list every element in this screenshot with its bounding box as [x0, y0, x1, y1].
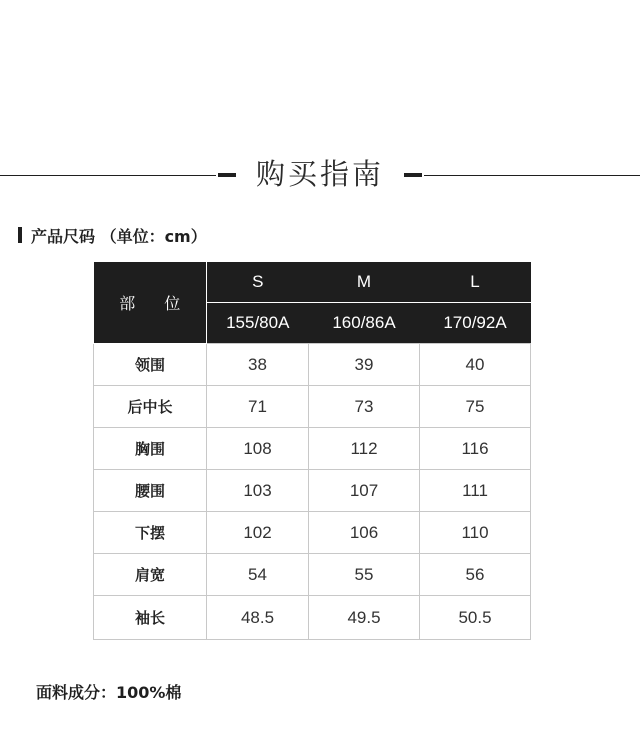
- table-cell: 102: [207, 512, 309, 554]
- size-m-code: 160/86A: [309, 303, 420, 344]
- table-cell: 103: [207, 470, 309, 512]
- table-cell: 110: [420, 512, 531, 554]
- table-cell: 73: [309, 386, 420, 428]
- table-cell: 106: [309, 512, 420, 554]
- table-cell: 40: [420, 344, 531, 386]
- table-row: [94, 470, 531, 512]
- row-part-label: 领围: [94, 344, 207, 386]
- table-cell: 54: [207, 554, 309, 596]
- table-row: [94, 428, 531, 470]
- table-row: [94, 596, 531, 640]
- table-cell: 56: [420, 554, 531, 596]
- size-l-code: 170/92A: [420, 303, 531, 344]
- table-row: [94, 344, 531, 386]
- table-cell: 75: [420, 386, 531, 428]
- table-row: [94, 386, 531, 428]
- size-heading-text: 产品尺码 （单位：cm）: [31, 226, 207, 246]
- table-row: [94, 554, 531, 596]
- size-s-code: 155/80A: [207, 303, 309, 344]
- table-cell: 48.5: [207, 596, 309, 640]
- right-title-dash: [404, 173, 422, 177]
- left-divider-line: [0, 175, 216, 176]
- table-cell: 111: [420, 470, 531, 512]
- row-part-label: 下摆: [94, 512, 207, 554]
- table-cell: 116: [420, 428, 531, 470]
- table-cell: 71: [207, 386, 309, 428]
- row-part-label: 肩宽: [94, 554, 207, 596]
- table-cell: 55: [309, 554, 420, 596]
- fabric-composition: 面料成分：100%棉: [36, 683, 182, 702]
- row-part-label: 胸围: [94, 428, 207, 470]
- row-part-label: 腰围: [94, 470, 207, 512]
- guide-header: [0, 150, 640, 200]
- row-part-label: 后中长: [94, 386, 207, 428]
- size-l-header: L: [420, 262, 531, 303]
- table-cell: 112: [309, 428, 420, 470]
- size-m-header: M: [309, 262, 420, 303]
- size-chart-table: [93, 262, 531, 640]
- left-title-dash: [218, 173, 236, 177]
- guide-title: 购买指南: [255, 157, 384, 191]
- table-cell: 108: [207, 428, 309, 470]
- table-row: [94, 512, 531, 554]
- size-s-header: S: [207, 262, 309, 303]
- table-cell: 39: [309, 344, 420, 386]
- part-header: 部 位: [94, 262, 207, 344]
- table-cell: 38: [207, 344, 309, 386]
- size-section-heading: [18, 224, 207, 246]
- right-divider-line: [424, 175, 640, 176]
- table-cell: 107: [309, 470, 420, 512]
- table-cell: 49.5: [309, 596, 420, 640]
- heading-marker-bar: [18, 227, 22, 243]
- table-cell: 50.5: [420, 596, 531, 640]
- row-part-label: 袖长: [94, 596, 207, 640]
- size-header-row: [94, 262, 531, 303]
